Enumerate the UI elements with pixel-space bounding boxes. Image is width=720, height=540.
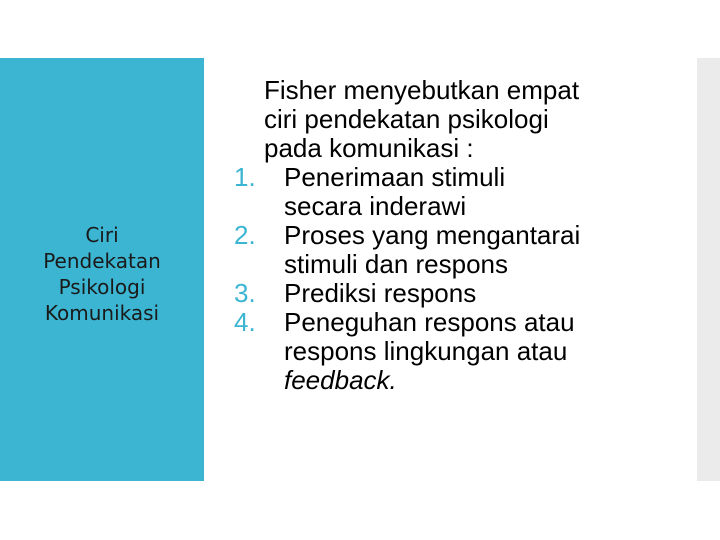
list-item [234, 163, 689, 221]
list-item-italic-text: feedback. [284, 365, 397, 395]
right-decorative-stripe [697, 58, 720, 481]
list-item-text [284, 308, 689, 395]
intro-text: Fisher menyebutkan empat ciri pendekatan psikologi pada komunikasi : [264, 75, 580, 163]
list-item-main-text: Prediksi respons [284, 278, 477, 308]
list-item [234, 308, 689, 395]
list-item-text [284, 163, 689, 221]
list-number: 4. [234, 307, 256, 337]
side-panel [0, 58, 204, 481]
list-item-main-text: Proses yang mengantarai stimuli dan respons [284, 220, 581, 279]
list-number: 1. [234, 162, 256, 192]
list-number: 3. [234, 278, 256, 308]
list-item-main-text: Penerimaan stimuli secara inderawi [284, 162, 506, 221]
list-item-text [284, 221, 689, 279]
list-number: 2. [234, 220, 256, 250]
slide-title: Ciri Pendekatan Psikologi Komunikasi [43, 222, 161, 325]
characteristics-list [234, 163, 689, 395]
list-item [234, 279, 689, 308]
list-item-main-text: Peneguhan respons atau respons lingkungan atau [284, 307, 575, 366]
slide-content [234, 76, 689, 395]
list-item-text [284, 279, 689, 308]
list-item [234, 221, 689, 279]
